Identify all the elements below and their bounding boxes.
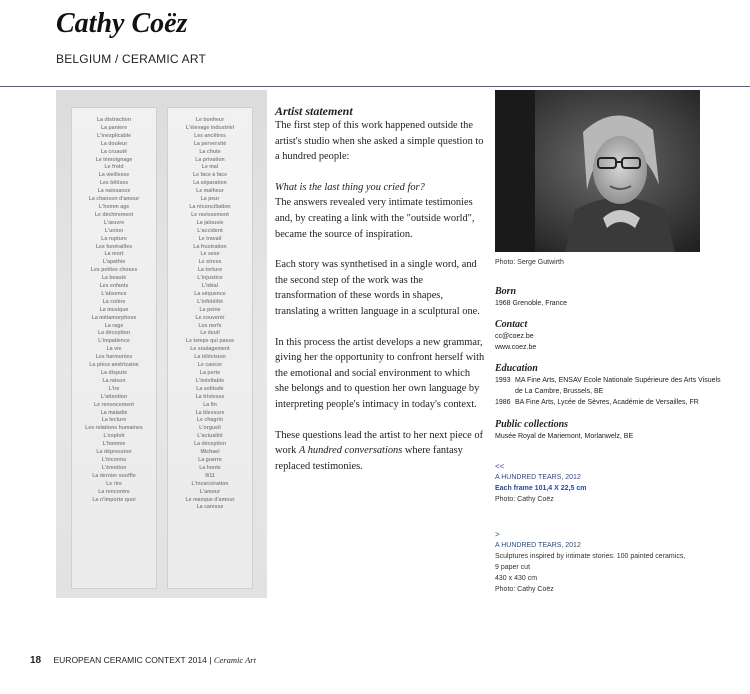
engraved-word: L'inévitable [195,377,225,384]
born-label: Born [495,286,517,297]
work-2-description: Sculptures inspired by intimate stories: 100 painted ceramics, [495,553,686,560]
engraved-word: La douleur [100,140,128,147]
education-item [495,375,725,397]
collections-section [495,418,725,442]
p5-start: These questions lead the artist to her next piece of work [275,429,484,457]
engraved-word: La raison [102,377,126,384]
education-label: Education [495,363,538,374]
engraved-word: Le face à face [192,172,228,179]
engraved-word: La vieillesse [98,172,130,179]
engraved-word: L'actualité [197,433,223,440]
engraved-word: Les bêtises [99,180,129,187]
work-caption-2 [495,529,725,595]
engraved-word: Le sexe [200,251,220,258]
engraved-word: La pièce américaine [89,362,139,369]
engraved-word: L'attention [100,393,128,400]
engraved-word: L'idéal [201,283,219,290]
engraved-word: Le souvenir [195,314,225,321]
page-subtitle: BELGIUM / CERAMIC ART [56,52,207,66]
footer-separator: | [209,655,212,665]
education-item [495,397,725,408]
engraved-word: La séparation [193,180,227,187]
engraved-word: Le rire [106,480,122,487]
engraved-word: La peur [200,196,220,203]
page-number: 18 [30,655,42,666]
engraved-word: La perte [199,370,221,376]
engraved-word: Le chagrin [196,417,224,424]
born-value: 1968 Grenoble, France [495,300,567,307]
statement-paragraph-5 [275,428,485,475]
engraved-word: L'homm age [98,203,130,210]
collections-label: Public collections [495,419,569,430]
section-name: Ceramic Art [213,655,256,665]
engraved-word: L'élevage industriel [185,124,235,131]
engraved-word: Le bonheur [195,117,225,123]
engraved-word: La tristesse [195,393,225,400]
engraved-word: La réconciliation [189,203,231,210]
engraved-word: L'inexplicable [96,132,132,139]
engraved-word: La privation [195,156,225,163]
work-1-photo-credit: Photo: Cathy Coëz [495,496,554,503]
engraved-word: Le temps qui passe [185,338,235,345]
engraved-word: La torture [197,267,223,274]
artwork-frame-left [71,107,157,589]
statement-paragraph-3: Each story was synthetised in a single word, and the second step of the work was the transformation of these words in shapes, translating a written language in a sculptural one. [275,259,480,317]
engraved-word: La chute [199,148,221,155]
engraved-word: La frustration [193,243,227,250]
page-footer [30,655,256,666]
engraved-word: La rupture [101,235,127,242]
engraved-word: La déception [98,330,130,337]
statement-paragraph-2: The answers revealed very intimate testimonies and, by creating a link with the "outside world", became the source of inspiration. [275,197,475,240]
engraved-word: Les nerfs [198,322,222,329]
work-2-dimensions: 430 x 430 cm [495,575,538,582]
engraved-word: Le renoncement [93,401,135,408]
engraved-word: La chanson d'amour [88,196,140,203]
engraved-word: 9/11 [205,472,215,479]
contact-website[interactable]: www.coez.be [495,344,537,351]
engraved-word: L'injustice [197,275,223,282]
engraved-word: Les funérailles [95,243,133,250]
engraved-word: La déception [194,441,226,448]
engraved-word: La caresse [196,504,224,511]
contact-email[interactable]: cc@coez.be [495,333,534,340]
engraved-word: L'œuvre [103,219,125,226]
engraved-word: Le ravissement [191,211,229,218]
arrow-right-icon[interactable]: > [495,530,500,539]
contact-section [495,318,725,353]
engraved-word: La blessure [195,409,225,416]
engraved-word: Les ancêtres [194,132,226,139]
work-2-photo-credit: Photo: Cathy Coëz [495,586,554,593]
work-1-dimensions: Each frame 101,4 X 22,5 cm [495,485,587,492]
engraved-word: Le soulagement [190,346,230,353]
education-year: 1986 [495,399,511,406]
engraved-word: La solitude [196,385,224,392]
engraved-word: La fin [203,401,217,408]
page-title: Cathy Coëz [56,8,188,39]
engraved-word: L'accident [197,227,223,234]
engraved-word: Le stress [198,259,222,266]
engraved-word: Le manque d'amour [185,496,235,503]
education-list [495,375,725,408]
engraved-word: L'incarcération [191,480,229,487]
engraved-word: La guerre [198,456,222,463]
education-text: BA Fine Arts, Lycée de Sèvres, Académie de Versailles, FR [515,399,699,406]
education-section [495,362,725,408]
p5-end: where fantasy replaced testimonies. [275,445,463,472]
engraved-word: La séquence [194,290,226,297]
engraved-word: L'ire [108,385,120,392]
publication-name: EUROPEAN CERAMIC CONTEXT 2014 [53,655,207,665]
artwork-frame-right [167,107,253,589]
engraved-word: L'homme [102,441,126,448]
engraved-word: Le mal [201,164,219,171]
engraved-word: La distraction [96,117,131,123]
engraved-word: La rage [104,322,124,329]
portrait-caption: Photo: Serge Gutwirth [495,259,564,266]
work-title-italic: A hundred conversations [298,445,403,457]
statement-paragraph-4: In this process the artist develops a new grammar, giving her the opportunity to confront herself with the emotional and social environment to which she belongs and to question her own language by interpreting people's intimacy in today's context. [275,336,485,410]
engraved-word: L'inconnu [101,456,127,463]
engraved-word: La beauté [101,275,127,282]
engraved-word: Le malheur [196,188,224,195]
engraved-word: L'infidélité [197,298,223,305]
engraved-word: Michael [200,449,220,456]
education-text: MA Fine Arts, ENSAV Ecole Nationale Supérieure des Arts Visuels de La Cambre, Brussels, BE [515,377,721,395]
work-2-description-cont: 9 paper cut [495,564,531,571]
engraved-word: Les petites choses [90,267,138,274]
engraved-word: L'union [104,227,124,234]
engraved-word: La dépression [96,449,132,456]
engraved-word: Le témoignage [95,156,133,163]
collections-value: Musée Royal de Mariemont, Morlanwelz, BE [495,433,634,440]
engraved-word: La mort [104,251,124,258]
statement-paragraph-1: The first step of this work happened outside the artist's studio when she asked a simple question to a hundred people: [275,120,484,163]
engraved-word: L'émotion [101,464,127,471]
engraved-word: Le déchirement [94,211,134,218]
engraved-word: La dernier souffle [92,472,136,479]
engraved-word: L'apathie [102,259,126,266]
engraved-word: Le travail [198,235,222,242]
engraved-word: L'absence [101,290,127,297]
engraved-word: La métamorphose [91,314,137,321]
contact-label: Contact [495,319,528,330]
artist-portrait [495,90,700,252]
engraved-word: La jalousie [196,219,224,226]
engraved-word: La dispute [101,370,127,376]
engraved-word: Le froid [104,164,124,171]
work-2-title[interactable]: A HUNDRED TEARS, 2012 [495,542,581,549]
header-divider [0,86,750,87]
engraved-word: La cruauté [100,148,128,155]
engraved-word: La perversité [193,140,227,147]
arrow-left-icon[interactable]: << [495,462,505,471]
work-caption-1 [495,461,725,505]
education-year: 1993 [495,377,511,384]
engraved-word: La rencontre [98,488,130,495]
born-section [495,285,725,309]
engraved-word: La lecture [101,417,127,424]
engraved-word: L'exploit [103,433,125,440]
engraved-word: Les enfants [99,283,129,290]
engraved-word: La colère [102,298,126,305]
engraved-word: L'impatience [98,338,130,345]
engraved-word: La musique [99,306,129,313]
statement-question: What is the last thing you cried for? [275,181,425,193]
statement-heading: Artist statement [275,104,353,118]
engraved-word: La vie [106,346,122,353]
artwork-photo [56,90,267,598]
engraved-word: La honte [199,464,221,471]
engraved-word: L'orgueil [199,425,221,432]
engraved-word: Les relations humaines [85,425,143,432]
engraved-word: La naissance [97,188,131,195]
engraved-word: La peine [199,306,221,313]
engraved-word: Le cancer [197,362,223,369]
engraved-word: La télévision [194,354,226,361]
engraved-word: La n'importe quoi [92,496,136,503]
artist-statement [275,104,485,489]
engraved-word: Les harmonies [95,354,133,361]
engraved-word: La paniere [101,124,127,131]
engraved-word: La maladie [100,409,128,416]
engraved-word: Le deuil [200,330,220,337]
engraved-word: L'amour [199,488,221,495]
work-1-title[interactable]: A HUNDRED TEARS, 2012 [495,474,581,481]
